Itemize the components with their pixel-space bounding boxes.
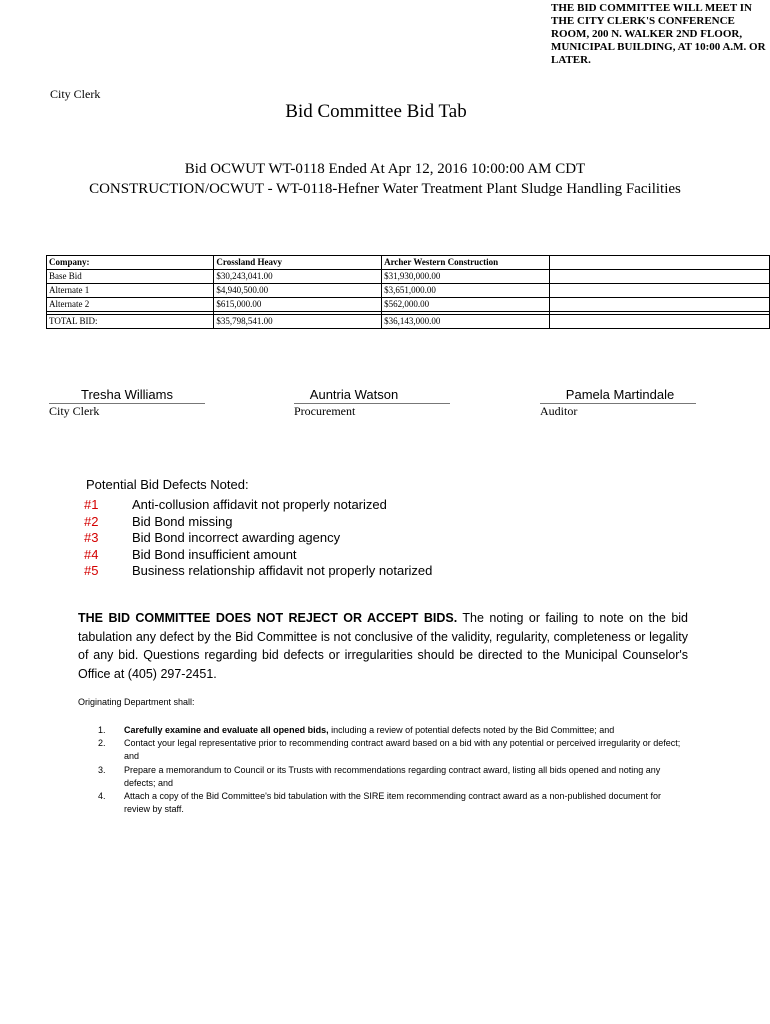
table-cell: $31,930,000.00 — [382, 270, 550, 284]
bid-table — [46, 255, 770, 329]
table-row — [47, 298, 770, 312]
table-cell: $4,940,500.00 — [214, 284, 382, 298]
defect-number: #5 — [84, 563, 99, 578]
disclaimer-heading: THE BID COMMITTEE DOES NOT REJECT OR ACCEPT BIDS. — [78, 611, 458, 625]
table-header-row — [47, 256, 770, 270]
list-item — [84, 563, 432, 580]
defect-text: Business relationship affidavit not properly notarized — [132, 563, 433, 578]
step-text — [124, 737, 688, 763]
signature-title: Procurement — [294, 404, 356, 418]
table-cell: $36,143,000.00 — [382, 315, 550, 329]
table-cell — [549, 270, 769, 284]
list-item — [84, 530, 432, 547]
step-number: 2. — [98, 738, 106, 749]
table-cell: Base Bid — [47, 270, 214, 284]
signature-block — [294, 387, 450, 419]
list-item — [98, 790, 688, 816]
table-cell — [549, 315, 769, 329]
defect-number: #2 — [84, 513, 99, 529]
defect-text: Anti-collusion affidavit not properly notarized — [132, 497, 387, 512]
table-cell: TOTAL BID: — [47, 315, 214, 329]
list-item — [98, 737, 688, 763]
signature-name: Tresha Williams — [81, 387, 173, 402]
table-cell: $615,000.00 — [214, 298, 382, 312]
step-text — [124, 790, 688, 816]
column-header: Company: — [47, 256, 214, 270]
table-cell: Alternate 1 — [47, 284, 214, 298]
table-cell: $35,798,541.00 — [214, 315, 382, 329]
signature-title: Auditor — [540, 404, 578, 418]
project-line: CONSTRUCTION/OCWUT - WT-0118-Hefner Water Treatment Plant Sludge Handling Facilities — [89, 181, 681, 197]
column-header: Crossland Heavy — [214, 256, 382, 270]
meeting-notice: THE BID COMMITTEE WILL MEET IN THE CITY CLERK'S CONFERENCE ROOM, 200 N. WALKER 2ND FLOOR, MUNICIPAL BUILDING, AT 10:00 A.M. OR LATER. — [551, 2, 766, 66]
defect-text: Bid Bond insufficient amount — [132, 546, 297, 562]
step-text — [124, 724, 688, 737]
bid-line: Bid OCWUT WT-0118 Ended At Apr 12, 2016 10:00:00 AM CDT — [184, 161, 586, 177]
table-cell — [549, 284, 769, 298]
table-cell: Alternate 2 — [47, 298, 214, 312]
defect-text: Bid Bond incorrect awarding agency — [132, 530, 341, 545]
step-number: 1. — [98, 725, 106, 735]
step-number: 3. — [98, 764, 106, 775]
originating-steps — [98, 724, 688, 816]
table-cell: $562,000.00 — [382, 298, 550, 312]
list-item — [98, 764, 688, 790]
originating-label: Originating Department shall: — [78, 697, 195, 707]
step-body: Prepare a memorandum to Council or its Trusts with recommendations regarding contract award, listing all bids opened and noting any defects; and — [124, 764, 661, 788]
list-item — [98, 724, 688, 737]
step-body: including a review of potential defects noted by the Bid Committee; and — [328, 725, 615, 735]
signature-name: Auntria Watson — [309, 387, 399, 402]
total-row — [47, 315, 770, 329]
table-cell: $30,243,041.00 — [214, 270, 382, 284]
step-body: Contact your legal representative prior to recommending contract award based on a bid with any potential or perceived irregularity or defect; and — [124, 738, 681, 762]
signature-block — [540, 387, 696, 419]
defect-number: #4 — [84, 546, 99, 562]
list-item — [84, 514, 432, 531]
list-item — [84, 547, 432, 564]
signature-name: Pamela Martindale — [565, 387, 675, 402]
table-cell — [549, 298, 769, 312]
signature-block — [49, 387, 205, 419]
table-cell: $3,651,000.00 — [382, 284, 550, 298]
list-item — [84, 497, 432, 514]
defect-text: Bid Bond missing — [132, 513, 233, 529]
defect-number: #1 — [84, 497, 99, 512]
column-header: Archer Western Construction — [382, 256, 550, 270]
defects-title: Potential Bid Defects Noted: — [86, 477, 249, 492]
step-bold: Carefully examine and evaluate all opened bids, — [124, 725, 329, 735]
page-title: Bid Committee Bid Tab — [285, 101, 467, 122]
step-body: Attach a copy of the Bid Committee's bid tabulation with the SIRE item recommending contract award as a non-published document for review by staff. — [124, 791, 661, 815]
column-header — [549, 256, 769, 270]
table-row — [47, 270, 770, 284]
disclaimer-paragraph — [78, 609, 688, 683]
step-number: 4. — [98, 791, 106, 802]
defect-list — [84, 497, 432, 580]
defect-number: #3 — [84, 530, 99, 545]
clerk-label: City Clerk — [50, 87, 101, 101]
disclaimer-text: The noting or failing to note on the bid tabulation any defect by the Bid Committee is not conclusive of the validity, regularity, completeness or legality of any bid. Questions regarding bid defects or irregularities should be directed to the Municipal Counselor's Office at (405) 297-2451. — [78, 611, 688, 681]
step-text — [124, 764, 688, 790]
table-row — [47, 284, 770, 298]
signature-title: City Clerk — [49, 404, 100, 418]
